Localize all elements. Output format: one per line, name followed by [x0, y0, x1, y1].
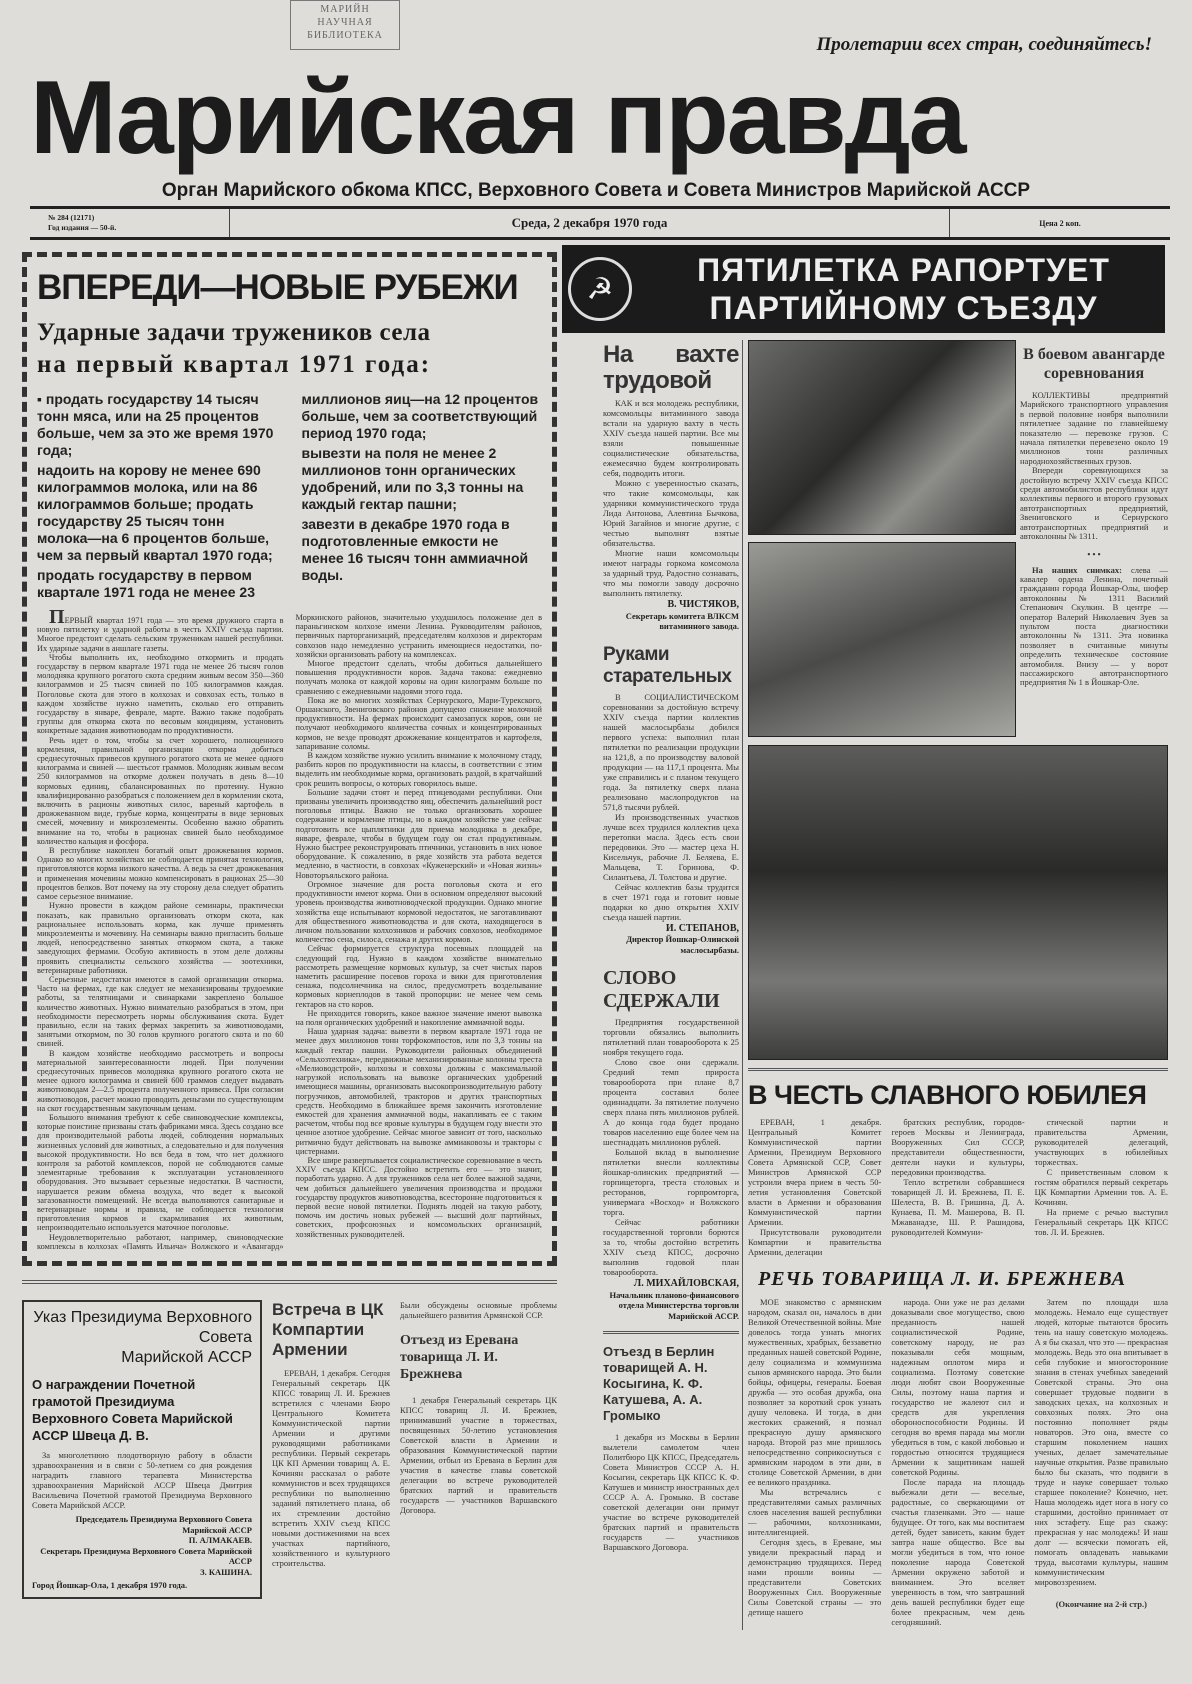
middle-column	[603, 342, 739, 1552]
paragraph: В каждом хозяйстве нужно усилить внимание к молочному стаду, разбить коров по продуктивности на классы, в соответствии с этим выделить им необходимые корма, организовать раздой, в кратчайший срок решить вопросы, о которых говорилось выше.	[295, 751, 542, 788]
bottom-left-row	[22, 1300, 557, 1599]
lead-body	[37, 606, 542, 1251]
task-item: продать государству в первом квартале 1971 года не менее 23 миллионов яиц—на 12 процентов больше, чем за соответствующий период 1970 года;	[37, 391, 539, 600]
signer-title: Председатель Президиума Верховного Совета Марийской АССР	[75, 1514, 252, 1535]
article-column	[1035, 1117, 1168, 1257]
paragraph: ЕРЕВАН, 1 декабря. Центральный Комитет Коммунистической партии Армении, Президиум Верховного Совета Армянской ССР, Совет Министров Армянской ССР устроили вчера прием в честь 50-летия установления Советской власти в Армении и образования Коммунистической партии Армении.	[748, 1117, 882, 1227]
author-name: И. СТЕПАНОВ,	[665, 922, 739, 934]
signer-title: Секретарь Президиума Верховного Совета Марийской АССР	[40, 1545, 252, 1567]
signer-name: З. КАШИНА.	[200, 1566, 252, 1577]
lead-subheading-line: на первый квартал 1971 года:	[37, 351, 432, 378]
issue-date: Среда, 2 декабря 1970 года	[230, 209, 950, 237]
paragraph: Серьезные недостатки имеются в самой организации откорма. Часто на фермах, где как следует не механизированы трудоемкие работы, за телятницами и свинарками закреплено большое количество животных. Нужно внимательно разобраться в этом, при необходимости пересмотреть нормы обслуживания скота. Будет правильно, если на таких фермах закрепить за животноводами, занятыми откормом, по 30 голов крупного рогатого скота и по 60 свиней.	[37, 974, 284, 1049]
article-otezd-erevan	[400, 1300, 557, 1599]
article-headline: В боевом авангарде соревнования	[1023, 346, 1165, 382]
author-title: Начальник планово-финансового отдела Министерства торговли Марийской АССР.	[609, 1289, 739, 1321]
paragraph: Чтобы выполнить их, необходимо откормить и продать государству в первом квартале 1971 года не менее 26 тысяч голов молодняка крупного рогатого скота средним живым весом 350—360 килограммов и 25 тысяч свиней по 105 килограммов каждая. Поголовье скота для этого в колхозах и совхозах есть, только в каждом хозяйстве нужно наметить, сколько его отправить государству в январе, феврале, марте. Важно также подобрать группы для откорма скота по весовым кондициям, установить конкретные задания животноводам по продуктивности.	[37, 652, 284, 736]
article-avangard	[1020, 345, 1168, 688]
paragraph: Речь идет о том, чтобы за счет хорошего, полноценного кормления, правильной организации откорма добиться среднесуточных привесов крупного рогатого скота не менее одного килограмма и свиней — шестьсот граммов. Молодняк живым весом 250 килограммов на откорме должен получать в день 8—10 кормовых единиц, сбалансированных по протеину. Нужно квалифицированно разобраться с положением дел в кормлении скота, включить в рационы животных силос, вареный картофель в дрожжеванном виде, грубые корма, концентраты в виде зерновых смесей, мочевину и микроэлементы. Особенно важно обратить внимание на то, чтобы в рационах свиней было необходимое количество кальция и фосфора.	[37, 735, 284, 846]
issue-number: № 284 (12171)	[48, 213, 95, 223]
article-signature	[603, 600, 739, 632]
issue-year: Год издания — 50-й.	[48, 223, 117, 232]
paragraph: Сегодня здесь, в Ереване, мы увидели прекрасный парад и демонстрацию трудящихся. Перед нами прошли воины — представители Советских Вооруженных Сил. Вооруженные Силы Советской страны — это детище нашего	[748, 1537, 882, 1617]
task-item: надоить на корову не менее 690 килограммов молока, или на 86 килограммов больше; продать государству 25 тысяч тонн молока—на 6 процентов больше, чем за первый квартал 1970 года;	[37, 462, 273, 563]
banner-title	[642, 251, 1165, 327]
paragraph: МОЕ знакомство с армянским народом, сказал он, началось в дни Великой Отечественной войны. Мне довелось тогда узнать многих мужественных, храбрых, беззаветно преданных нашей советской Родине, делу социализма и коммунизма сынов армянского народа. Это были бойцы, офицеры, генералы. Боевая дружба — это особая дружба, она позволяет за короткий срок узнать душу человека. И тогда, в дни жестоких сражений, я познал прекрасную душу армянского народа. Второй раз мне пришлось непосредственно соприкоснуться с армянским народом в эти дни, в столице Советской Армении, в дни ее великого праздника.	[748, 1297, 882, 1487]
paragraph: братских республик, городов-героев Москвы и Ленинграда, Вооруженных Сил СССР, представители общественности, деятели науки и культуры, передовики производства.	[891, 1117, 1025, 1177]
article-headline: Отъезд в Берлин товарищей А. Н. Косыгина, К. Ф. Катушева, А. А. Громыко	[603, 1344, 715, 1423]
article-body	[1020, 391, 1168, 542]
issue-number-block	[30, 209, 230, 237]
decree-place-date: Город Йошкар-Ола, 1 декабря 1970 года.	[32, 1580, 188, 1591]
issue-price: Цена 2 коп.	[1039, 218, 1081, 228]
task-item: завезти в декабре 1970 года в подготовленные емкости не менее 16 тысяч тонн аммиачной воды.	[301, 516, 529, 583]
lead-subheading	[37, 317, 542, 381]
article-vstrecha	[272, 1300, 390, 1599]
speech-article	[748, 1297, 1168, 1627]
column-divider	[742, 340, 743, 1630]
paragraph: В республике накоплен богатый опыт дрожжевания кормов. Однако во многих хозяйствах не соблюдается принятая технология, приготовляются корма низкого качества. А ведь за счет дрожжевания и применения мочевины можно компенсировать в рационах 25—30 процентов белков. Вот почему на эту сторону дела следует обратить самое серьезное внимание.	[37, 846, 284, 902]
paragraph: Многое предстоит сделать, чтобы добиться дальнейшего повышения продуктивности коров. Задача такова: ежедневно получать молока от каждой коровы на один килограмм больше по сравнению с ежедневными надоями этого года.	[295, 659, 542, 696]
article-headline: Руками старательных	[603, 643, 732, 687]
section-banner	[562, 245, 1165, 333]
author-title: Директор Йошкар-Олинской маслосырбазы.	[626, 934, 739, 955]
banner-line: ПАРТИЙНОМУ СЪЕЗДУ	[709, 290, 1098, 326]
decree-subject: О награждении Почетной грамотой Президиума Верховного Совета Марийской АССР Швеца Д. В.	[32, 1377, 233, 1444]
decree-title-line: Указ Президиума Верховного Совета	[33, 1309, 252, 1347]
article-body: 1 декабря Генеральный секретарь ЦК КПСС товарищ Л. И. Брежнев, принимавший участие в торжествах, посвященных 50-летию установления Советской власти в Армении и образования Коммунистической партии Армении, отбыл из Еревана в Берлин для участия в качестве главы советской делегации во встрече руководителей братских партий и правительств государств — участников Варшавского Договора.	[400, 1395, 557, 1516]
paragraph: стической партии и правительства Армении, руководителей делегаций, участвующих в юбилейных торжествах.	[1034, 1117, 1168, 1167]
article-headline: Встреча в ЦК Компартии Армении	[272, 1300, 384, 1360]
hammer-sickle-icon: ☭	[568, 257, 632, 321]
paragraph: На приеме с речью выступил Генеральный секретарь ЦК КПСС тов. Л. И. Брежнев.	[1034, 1207, 1168, 1237]
paragraph: КАК и вся молодежь республики, комсомольцы витаминного завода встали на ударную вахту в честь XXIV съезда нашей партии. Все мы взяли повышенные социалистические обязательства, ежемесячно будем контролировать себя, подводить итоги.	[603, 398, 739, 478]
paragraph: После парада на площадь выбежали дети — веселые, радостные, со сверкающими от счастья глазенками. Это — наше будущее. От того, как мы воспитаем детей, будет зависеть, каким будет завтра наше общество. Все вы могли убедиться в том, что юное поколение народа Советской Армении окружено заботой и вниманием. Это вселяет уверенность в том, что завтрашний день вашей республики будет еще более прекрасным, чем день сегодняшний.	[891, 1477, 1025, 1627]
stamp-line: НАУЧНАЯ	[317, 17, 373, 28]
author-name: Л. МИХАЙЛОВСКАЯ,	[633, 1278, 739, 1289]
article-column	[748, 1297, 881, 1627]
photo-caption: слева — кавалер ордена Ленина, почетный гражданин города Йошкар-Олы, шофер автоколонны № 1311 Василий Степанович Скулкин. В центре — оператор Валерий Николаевич Зуев за пультом поста диагностики автоколонны № 1311. Эта новинка позволяет в считанные минуты определить техническое состояние автомобиля. Внизу — у ворот пассажирского автотранспортного предприятия № 1 в Йошкар-Оле.	[1020, 564, 1169, 688]
paragraph: Сейчас коллектив базы трудится в счет 1971 года и готовит новые подарки ко дню открытия XXIV съезда нашей партии.	[603, 881, 739, 922]
paragraph: Неудовлетворительно работают, например, свиноводческие комплексы в колхозах «Память Ильича» Волжского и «Авангард» Моркинского районов, значительно ухудшилось положение дел в параньгинском колхозе имени Ленина. Руководителям районов, первичных парторганизаций, председателям колхозов и директорам совхозов надо немедленно устранить имеющиеся недостатки, по-хозяйски организовать работу на комплексах.	[37, 613, 542, 1251]
article-headline: На вахте трудовой	[603, 341, 739, 394]
caption-lead: На наших снимках:	[1032, 564, 1122, 575]
paragraph: В каждом хозяйстве необходимо рассмотреть и вопросы материальной заинтересованности людей. При получении среднесуточных привесов молодняка крупного рогатого скота не менее одного килограмма и свиней 600 граммов следует выдавать животноводам 2—2.5 процента полученного привеса. При согласии животноводов, расчет можно проводить деньгами по существующим на скот государственным закупочным ценам.	[37, 1048, 284, 1113]
article-column	[1035, 1297, 1168, 1627]
newspaper-title: Марийская правда	[30, 60, 965, 176]
jubilee-article	[748, 1117, 1168, 1257]
photo-driver	[748, 340, 1016, 535]
article-column	[891, 1297, 1024, 1627]
paragraph: Затем по площади шла молодежь. Немало еще существует людей, которые пытаются бросить тень на нашу советскую молодежь. А я бы сказал, что это — прекрасная молодежь. Ведь это она впитывает в себя глубокие и многосторонние знания в стенах учебных заведений Советской страны. Это она совершает трудовые подвиги в заводских цехах, на колхозных и совхозных полях. Это она постоянно пополняет ряды новаторов. Это она, вместе со старшим поколением наших ученых, делает замечательные научные открытия. Разве правильно было бы сказать, что подвиги в труде и науке совершает только старшее поколение? Конечно, нет. Наша молодежь идет нога в ногу со старшими, достойно принимает от них эстафету. Еще раз скажу: прекрасная у нас молодежь! И наш долг — всячески помогать ей, помогать овладевать навыками труда, высотами культуры, нашим коммунистическим мировоззрением.	[1034, 1297, 1168, 1587]
paragraph: Тепло встретили собравшиеся товарищей Л. И. Брежнева, П. Е. Шелеста, В. В. Гришина, Д. А. Кунаева, П. М. Машерова, В. П. Мжаванадзе, Ш. Р. Рашидова, руководителей Коммуни-	[891, 1177, 1025, 1237]
jubilee-headline: В ЧЕСТЬ СЛАВНОГО ЮБИЛЕЯ	[748, 1080, 1147, 1110]
decree-title	[32, 1308, 252, 1368]
lead-headline: ВПЕРЕДИ—НОВЫЕ РУБЕЖИ	[37, 268, 518, 307]
paragraph: Все шире развертывается социалистическое соревнование в честь XXIV съезда КПСС. Достойно встретить его — это значит, поработать ударно. А для тружеников села нет более важной задачи, чем добиться дальнейшего увеличения производства и продажи государству продуктов животноводства, всесторонне подготовиться к первой весне новой пятилетки. Поднять людей на такую работу, помочь им достичь новых рубежей — высший долг партийных, советских, профсоюзных и комсомольских организаций, хозяйственных руководителей.	[295, 1155, 542, 1239]
article-body: ЕРЕВАН, 1 декабря. Сегодня Генеральный секретарь ЦК КПСС товарищ Л. И. Брежнев встретился с членами Бюро Центрального Комитета Коммунистической партии Армении и другими руководящими работниками республики. Первый секретарь ЦК КП Армении товарищ А. Е. Кочинян рассказал о работе коммунистов и всех трудящихся республики по выполнению заданий пятилетнего плана, об их стремлении достойно встретить XXIV съезд КПСС новыми достижениями на всех участках партийного, хозяйственного и культурного строительства.	[272, 1368, 390, 1569]
paragraph: Мы встречались с представителями самых различных слоев населения вашей республики — рабочими, колхозниками, интеллигенцией.	[748, 1487, 882, 1537]
lead-subheading-line: Ударные задачи тружеников села	[37, 319, 431, 346]
section-divider	[22, 1280, 557, 1284]
paragraph: Впереди соревнующихся за достойную встречу XXIV съезда КПСС среди автомобилистов республики идут коллективы первого и второго грузовых автотранспортных предприятий, Звениговского и Сернурского автотранспортных предприятий и автоколонны № 1311.	[1020, 465, 1168, 542]
paragraph: Сейчас работники государственной торговли борются за то, чтобы достойно встретить XXIV съезд КПСС, досрочно выполнив годовой план товарооборота.	[603, 1217, 739, 1277]
paragraph: Можно с уверенностью сказать, что такие комсомольцы, как ударники коммунистического труда Лида Антонова, Алевтина Бычкова, Юрий Загайнов и многие другие, с честью выполнят взятые обязательства.	[603, 478, 739, 548]
stamp-line: МАРИЙН	[320, 4, 370, 15]
paragraph: Нужно провести в каждом районе семинары, практически показать, как правильно организовать откорм скота, как рациональнее использовать корма, как лучше применять микроэлементы и мочевину. На семинары важно пригласить больше людей, непосредственно занятых откормом скота, а также заведующих фермами. Особую активность в этом деле должны проявить специалисты сельского хозяйства — зоотехники, ветеринарные работники.	[37, 901, 284, 975]
paragraph: Сейчас формируется структура посевных площадей на следующий год. Нужно в каждом хозяйстве внимательно рассмотреть размещение кормовых культур, за счет чистых паров наметить расширение посевов гороха и вики для приготовления сенажа, подсолнечника на силос, предусмотреть возделывание кормовых корнеплодов в такой пропорции: не менее чем семь гектаров на сто коров.	[295, 944, 542, 1009]
speech-headline: РЕЧЬ ТОВАРИЩА Л. И. БРЕЖНЕВА	[758, 1268, 1127, 1290]
photo-bus-depot	[748, 745, 1168, 1060]
photo-operator	[748, 542, 1016, 737]
paragraph: Наша ударная задача: вывезти в первом квартале 1971 года не менее двух миллионов тонн торфокомпостов, или по 3,3 тонны на каждый гектар пашни. Руководители районных объединений «Сельхозтехника», передвижные механизированные колонны треста «Мелиоводстрой», колхозы и совхозы должны с максимальной нагрузкой использовать на вывозке органических удобрений имеющиеся машины, организовать высокопроизводительную работу погрузчиков, автомобилей, тракторов и других транспортных средств. Необходимо в ближайшее время закончить изготовление емкостей для хранения аммиачной воды, накапливать ее с таким расчетом, чтобы под все яровые культуры в будущем году внести это ценное азотное удобрение. Сейчас многое зависит от того, насколько ритмично будут действовать на вывозке аммиаковозы и тракторы с цистернами.	[295, 1027, 542, 1156]
article-signature	[603, 1279, 739, 1321]
paragraph: Из производственных участков лучше всех трудился коллектив цеха перетопки масла. Здесь есть свои передовики. Это — мастер цеха Н. Кисельчук, рабочие Л. Беляева, Е. Мальцева, Т. Горинова, Ф. Силантьева, Л. Толстова и другие.	[603, 811, 739, 882]
paragraph: Пока же во многих хозяйствах Сернурского, Мари-Турекского, Оршанского, Звениговского районов допущено снижение молочной продуктивности. На фермах происходит самозапуск коров, они не получают необходимого количества сочных и концентрированных кормов, не везде проводят дрожжевание концентратов и картофеля, запаривание соломы.	[295, 695, 542, 751]
stamp-line: БИБЛИОТЕКА	[307, 30, 383, 41]
article-rukami	[603, 644, 739, 956]
article-body	[603, 692, 739, 922]
lead-tasks-list	[37, 391, 542, 601]
author-title: Секретарь комитета ВЛКСМ витаминного завода.	[625, 610, 739, 631]
separator-dots: • • •	[1087, 548, 1101, 559]
left-section	[22, 252, 557, 1599]
lead-article	[22, 252, 557, 1266]
paragraph: Многие наши комсомольцы имеют награды горкома комсомола за ударный труд. Радостно сознавать, что мы помогли заводу досрочно выполнить пятилетку.	[603, 548, 739, 598]
task-item: вывезти на поля не менее 2 миллионов тонн органических удобрений, или по 3,3 тонны на каждый гектар пашни;	[301, 445, 524, 512]
issue-info-bar	[30, 206, 1170, 240]
continued-note: (Окончание на 2-й стр.)	[1055, 1599, 1147, 1609]
task-item: ▪ продать государству 14 тысяч тонн мяса, или на 25 процентов больше, чем за это же время 1970 года;	[37, 391, 278, 459]
article-column-text	[1035, 1297, 1168, 1587]
author-name: В. ЧИСТЯКОВ,	[667, 599, 739, 610]
banner-line: ПЯТИЛЕТКА РАПОРТУЕТ	[697, 252, 1110, 288]
section-divider	[748, 1068, 1168, 1071]
paragraph: КОЛЛЕКТИВЫ предприятий Марийского транспортного управления в первой половине ноября выполнили пятилетнее задание по главнейшему показателю — перевозке грузов. С начала пятилетки перевезено около 19 миллионов тонн различных народнохозяйственных грузов.	[1020, 390, 1168, 466]
article-vakhta	[603, 342, 739, 632]
article-headline: Отъезд из Еревана товарища Л. И. Брежнева	[400, 1333, 519, 1383]
jubilee-section	[748, 1068, 1168, 1627]
article-body: 1 декабря из Москвы в Берлин вылетели самолетом член Политбюро ЦК КПСС, Председатель Совета Министров СССР А. Н. Косыгин, секретарь ЦК КПСС К. Ф. Катушев и министр иностранных дел СССР А. А. Громыко. В составе советской делегации они примут участие во встрече руководителей братских партий и правительств государств — участников Варшавского Договора.	[603, 1432, 739, 1552]
paragraph: Большие задачи стоят и перед птицеводами республики. Они призваны увеличить производство яиц, обеспечить дальнейший рост поголовья птицы. Важно не только организовать хорошее содержание и кормление птицы, но в каждом хозяйстве уже сейчас подготовить все цыплятники для приема молодняка в декабре, январе, феврале, чтобы в будущем году он стал продуктивным. Нужно быстрее реконструировать птичники, установить в них новое оборудование. К сожалению, в ряде хозяйств эта работа ведется медленно, в частности, в совхозах «Куженерский» и «Новая жизнь» Новоторъяльского района.	[295, 787, 542, 880]
decree-box	[22, 1300, 262, 1599]
article-signature	[603, 924, 739, 956]
library-stamp	[290, 0, 400, 50]
section-divider	[603, 1331, 739, 1334]
paragraph: В СОЦИАЛИСТИЧЕСКОМ соревновании за достойную встречу XXIV съезда партии коллектив нашей маслосырбазы добился первого успеха: выполнил план пятилетки по реализации продукции на 121,8, а по производству валовой продукции — на 117,1 процента. Мы уже справились и с планом текущего года. За пятилетку сверх плана реализовано маслопродуктов на 571,8 тысячи рублей.	[603, 691, 739, 812]
decree-body: За многолетнюю плодотворную работу в области здравоохранения и в связи с 50-летием со дня рождения наградить главного терапевта Министерства здравоохранения Марийской АССР Швеца Дмитрия Васильевича Почетной грамотой Президиума Верховного Совета Марийской АССР.	[32, 1450, 252, 1511]
article-otezd-berlin	[603, 1344, 739, 1552]
article-headline: СЛОВО СДЕРЖАЛИ	[603, 967, 720, 1012]
article-slovo	[603, 967, 739, 1321]
paragraph: Большой вклад в выполнение пятилетки внесли коллективы йошкар-олинских предприятий — горпищеторга, треста столовых и ресторанов, горпромторга, универмага «Восход» и Волжского торга.	[603, 1147, 739, 1217]
article-column	[891, 1117, 1024, 1257]
paragraph: народа. Они уже не раз делами доказывали свое могущество, свою преданность нашей социалистической Родине, советскому народу, не раз показывали себя мощным, надежным оплотом мира и социализма. Поэтому советские люди любят свои Вооруженные Силы, поэтому наша партия и государство не жалеют сил и средств для укрепления обороноспособности Родины. И сегодня во время парада мы могли убедиться в том, с какой любовью и гордостью относятся трудящиеся Армении к защитникам нашей советской Родины.	[891, 1297, 1025, 1477]
decree-title-line: Марийской АССР	[121, 1349, 252, 1367]
paragraph: Присутствовали руководители Компартии и правительства Армении, делегации	[748, 1227, 882, 1257]
paragraph: ПЕРВЫЙ квартал 1971 года — это время дружного старта в новую пятилетку и ударной работы в честь XXIV съезда партии. Многое предстоит сделать сельским труженикам нашей республики. Их ударные задачи в аншлаге газеты.	[37, 606, 284, 653]
article-column	[748, 1117, 881, 1257]
paragraph: Огромное значение для роста поголовья скота и его продуктивности имеют корма. Они в основном определяют высокий уровень производства животноводческой продукции. Однако многие хозяйства еще испытывают кормовой недостаток, не заготавливают для общественного животноводства и для скота, находящегося в личном пользовании колхозников и рабочих совхозов, необходимое количество сена, силоса, сенажа и других кормов.	[295, 879, 542, 945]
signer-name: П. АЛМАКАЕВ.	[188, 1535, 252, 1546]
article-body-continued: Были обсуждены основные проблемы дальнейшего развития Армянской ССР.	[400, 1300, 557, 1321]
paragraph: Большого внимания требуют к себе свиноводческие комплексы, которые поистине призваны стать фабриками мяса. Здесь создано все для производительной работы людей, соблюдения нормальных жизненных условий для животных, а следовательно и для получения высокой продуктивности. Но вся беда в том, что нет должного контроля за работой комплексов, порой не соблюдаются самые элементарные требования к эксплуатации установленного оборудования. Это вызывает серьезные недостатки. В частности, нарушается режим обмена воздуха, что ведет к высокой загазованности помещений. Не всегда выполняются санитарные и ветеринарные нормы и правила, не соблюдается технология приготовления кормов и скармливания их животным, непроизводительно используется маточное поголовье.	[37, 1112, 284, 1233]
publisher-line: Орган Марийского обкома КПСС, Верховного Совета и Совета Министров Марийской АССР	[161, 180, 1031, 201]
paragraph: Предприятия государственной торговли обязались выполнить пятилетний план товарооборота к 25 ноября текущего года.	[603, 1017, 739, 1057]
article-body	[603, 398, 739, 598]
slogan: Пролетарии всех стран, соединяйтесь!	[816, 34, 1152, 55]
paragraph: С приветственным словом к гостям обратился первый секретарь ЦК Компартии Армении тов. А. Е. Кочинян.	[1034, 1167, 1168, 1207]
decree-signatures	[32, 1514, 252, 1577]
article-body	[603, 1017, 739, 1277]
paragraph: Слово свое они сдержали. Средний темп прироста товарооборота при плане 8,7 процента составил более одиннадцати. За пятилетие получено сверх плана пять миллионов рублей. А до конца года будет продано товаров населению еще более чем на шестнадцать миллионов рублей.	[603, 1057, 739, 1147]
paragraph: Не приходится говорить, какое важное значение имеют вывозка на поля органических удобрений и накопление аммиачной воды.	[295, 1008, 542, 1027]
